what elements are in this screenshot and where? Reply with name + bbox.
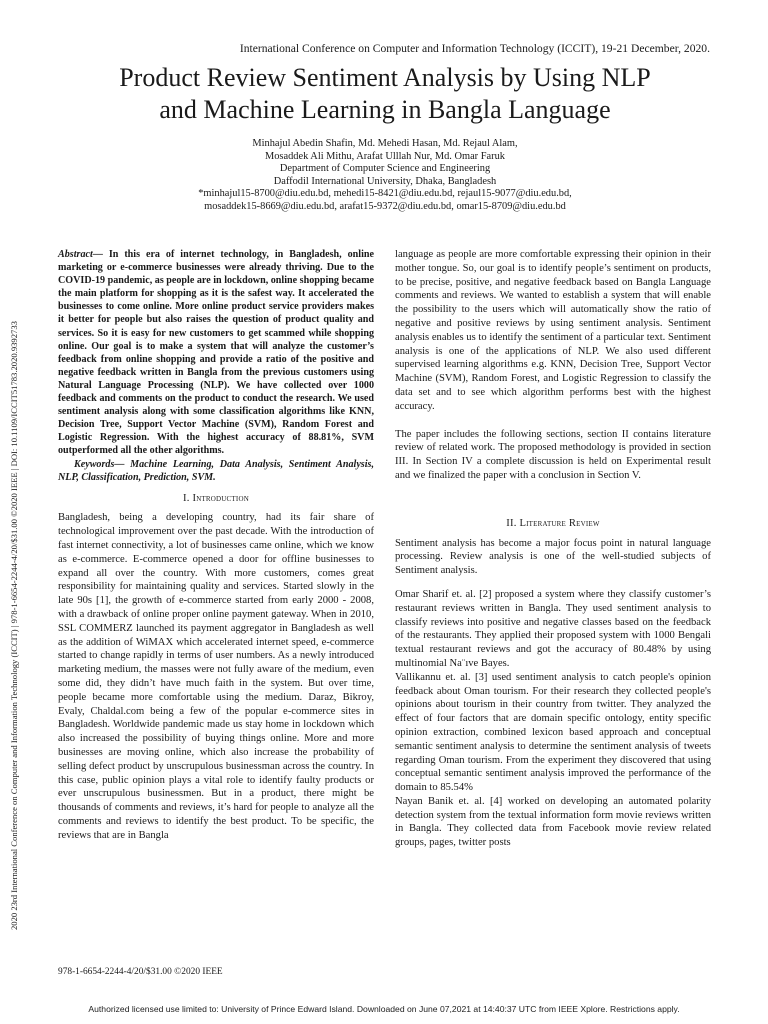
paper-title	[40, 62, 730, 126]
literature-paragraph-1: Sentiment analysis has become a major focus point in natural language processing. Review analysis is one of the well-studied subjects of Sentiment analysis.	[395, 537, 711, 577]
author-block	[160, 138, 610, 214]
author-names-line-2: Mosaddek Ali Mithu, Arafat Ulllah Nur, Md. Omar Faruk	[265, 150, 505, 162]
author-names-line-1: Minhajul Abedin Shafin, Md. Mehedi Hasan, Md. Rejaul Alam,	[252, 138, 518, 149]
left-column	[58, 248, 374, 843]
conference-header: International Conference on Computer and Information Technology (ICCIT), 19-21 December, 2020.	[239, 42, 710, 55]
section-title: Literature Review	[519, 517, 600, 529]
abstract-dash: —	[92, 249, 109, 260]
author-department: Department of Computer Science and Engineering	[279, 163, 491, 175]
abstract	[58, 248, 374, 458]
literature-paragraph-4: Nayan Banik et. al. [4] worked on developing an automated polarity detection system from the textual information form movie reviews written in Bangla. They collected data from Facebook movie review related groups, pages, twitter posts	[395, 795, 711, 849]
abstract-body: In this era of internet technology, in Bangladesh, online marketing or e-commerce businesses were already thriving. Due to the COVID-19 pandemic, as people are in lockdown, online shopping became the main platform for shopping as it is the safest way. It accelerated the businesses to come online. More online product service providers makes it better for people but also raises the question of product quality and services. So it is easy for new customers to get scammed while shopping online. Our goal is to make a system that will analyze the customer’s feedback from online shopping and provide a ratio of the positive and negative feedback written in Bangla from the previous customers using Natural Language Processing (NLP). We have collected over 1000 feedback and comments on the product to conduct the research. We used sentiment analysis along with some classification algorithms like KNN, Decision Tree, Support Vector Machine (SVM), Random Forest and Logistic Regression. With the highest accuracy of 88.81%, SVM outperformed all the other algorithms.	[58, 249, 374, 457]
author-emails-line-1: *minhajul15-8700@diu.edu.bd, mehedi15-8421@diu.edu.bd, rejaul15-9077@diu.edu.bd,	[198, 188, 572, 200]
section-heading-introduction	[58, 492, 374, 506]
abstract-label: Abstract	[58, 249, 93, 260]
section-title: Introduction	[192, 492, 249, 504]
license-footer: Authorized licensed use limited to: University of Prince Edward Island. Downloaded on June 07,2021 at 14:40:37 UTC from IEEE Xplore. Restrictions apply.	[88, 1004, 680, 1014]
right-column	[395, 248, 711, 850]
literature-paragraph-2: Omar Sharif et. al. [2] proposed a system where they classify customer’s restaurant reviews written in Bangla. They used sentiment analysis to classify reviews into positive and negative classes based on the feedback of the restaurants. They applied their proposed system with 1000 Bengali textual restaurant reviews and got the accuracy of 80.48% by using multinomial Na¨ıve Bayes.	[395, 588, 711, 669]
section-heading-literature-review	[395, 517, 711, 531]
intro-continuation-paragraph: language as people are more comfortable expressing their opinion in their mother tongue. So, our goal is to identify people’s sentiment on products, to be precise, positive, and negative feedback based on Bangla Language comments and reviews. We wanted to establish a system that will enable the possibility to the users which will automatically show the ratio of negative and positive reviews by using sentiment analysis. Sentiment analysis enables us to identify the sentiment of a particular text. Sentiment analysis is one of the applications of NLP. We also used different supervised learning algorithms e.g. KNN, Decision Tree, Support Vector Machine (SVM), Random Forest, and Logistic Regression to classify the data set and to see which algorithm performs best with the highest accuracy.	[395, 249, 711, 412]
literature-paragraph-3: Vallikannu et. al. [3] used sentiment analysis to catch people's opinion feedback about Oman tourism. For their research they collected people's opinions about tourism in their country from twitter. They analyzed the effect of four factors that are domain specific ontology, entity specific opinion extraction, combined lexicon based approach and conceptual semantic sentiment analysis to determine the sentiment analysis of tweets regarding Oman tourism. From the experiment they discovered that using conceptual semantic sentiment analysis improved the performance of the domain to 85.54%	[395, 671, 711, 794]
paper-structure-paragraph: The paper includes the following sections, section II contains literature review of related work. The proposed methodology is provided in section III. In Section IV a complete discussion is held on Experimental result and we finalized the paper with a conclusion in Section V.	[395, 428, 711, 481]
section-number: I.	[183, 492, 190, 504]
introduction-paragraph: Bangladesh, being a developing country, had its fair share of technological improvement over the past decade. With the introduction of fast internet connectivity, a lot of businesses came online, which we know as e-commerce. E-commerce opened a door for offline businesses to expand all over the country. With more customers, comes great responsibility for maintaining quality and services. Started slowly in the late 90s [1], the growth of e-commerce started from early 2000 - 2008, with a drawback of online proper online payment gateway. When in 2010, SSL COMMERZ launched its payment aggregator in Bangladesh as well as the addition of WiMAX which accelerated internet speed, e-commerce started to change rapidly in terms of user numbers. As a newly introduced marketing medium, the masses were not fully aware of the medium, even some did, they didn’t have much faith in the system. But over time, people became more comfortable using the medium. Daraz, Bikroy, Evaly, Chaldal.com being a few of the popular e-commerce sites in Bangladesh. Worldwide pandemic made us stay home in lockdown which also increased the possibility of buying things online. More and more businesses are moving online, which also increase the probability of selling defect product by unscrupulous businessman across the country. In this case, public opinion plays a vital role to identify faulty products or ever unscrupulous businessmen. But in a product, there might be thousands of comments and reviews, it’s hard for people to analyze all the comments and reviews to identify the best product. To be specific, the reviews that are in Bangla	[58, 512, 374, 841]
title-line-1: Product Review Sentiment Analysis by Using NLP	[119, 63, 651, 92]
margin-citation-text: 2020 23rd International Conference on Computer and Information Technology (ICCIT) | 978-1-6654-2244-4/20/$31.00 ©2020 IEEE | DOI: 10.1109/ICCIT51783.2020.9392733	[9, 321, 19, 930]
author-university: Daffodil International University, Dhaka, Bangladesh	[273, 175, 497, 187]
keywords: Keywords— Machine Learning, Data Analysis, Sentiment Analysis, NLP, Classification, Prediction, SVM.	[58, 458, 374, 483]
copyright-footer: 978-1-6654-2244-4/20/$31.00 ©2020 IEEE	[58, 967, 223, 977]
author-emails-line-2: mosaddek15-8669@diu.edu.bd, arafat15-9372@diu.edu.bd, omar15-8709@diu.edu.bd	[204, 200, 566, 212]
section-number: II.	[506, 517, 517, 529]
title-line-2: and Machine Learning in Bangla Language	[159, 95, 611, 124]
